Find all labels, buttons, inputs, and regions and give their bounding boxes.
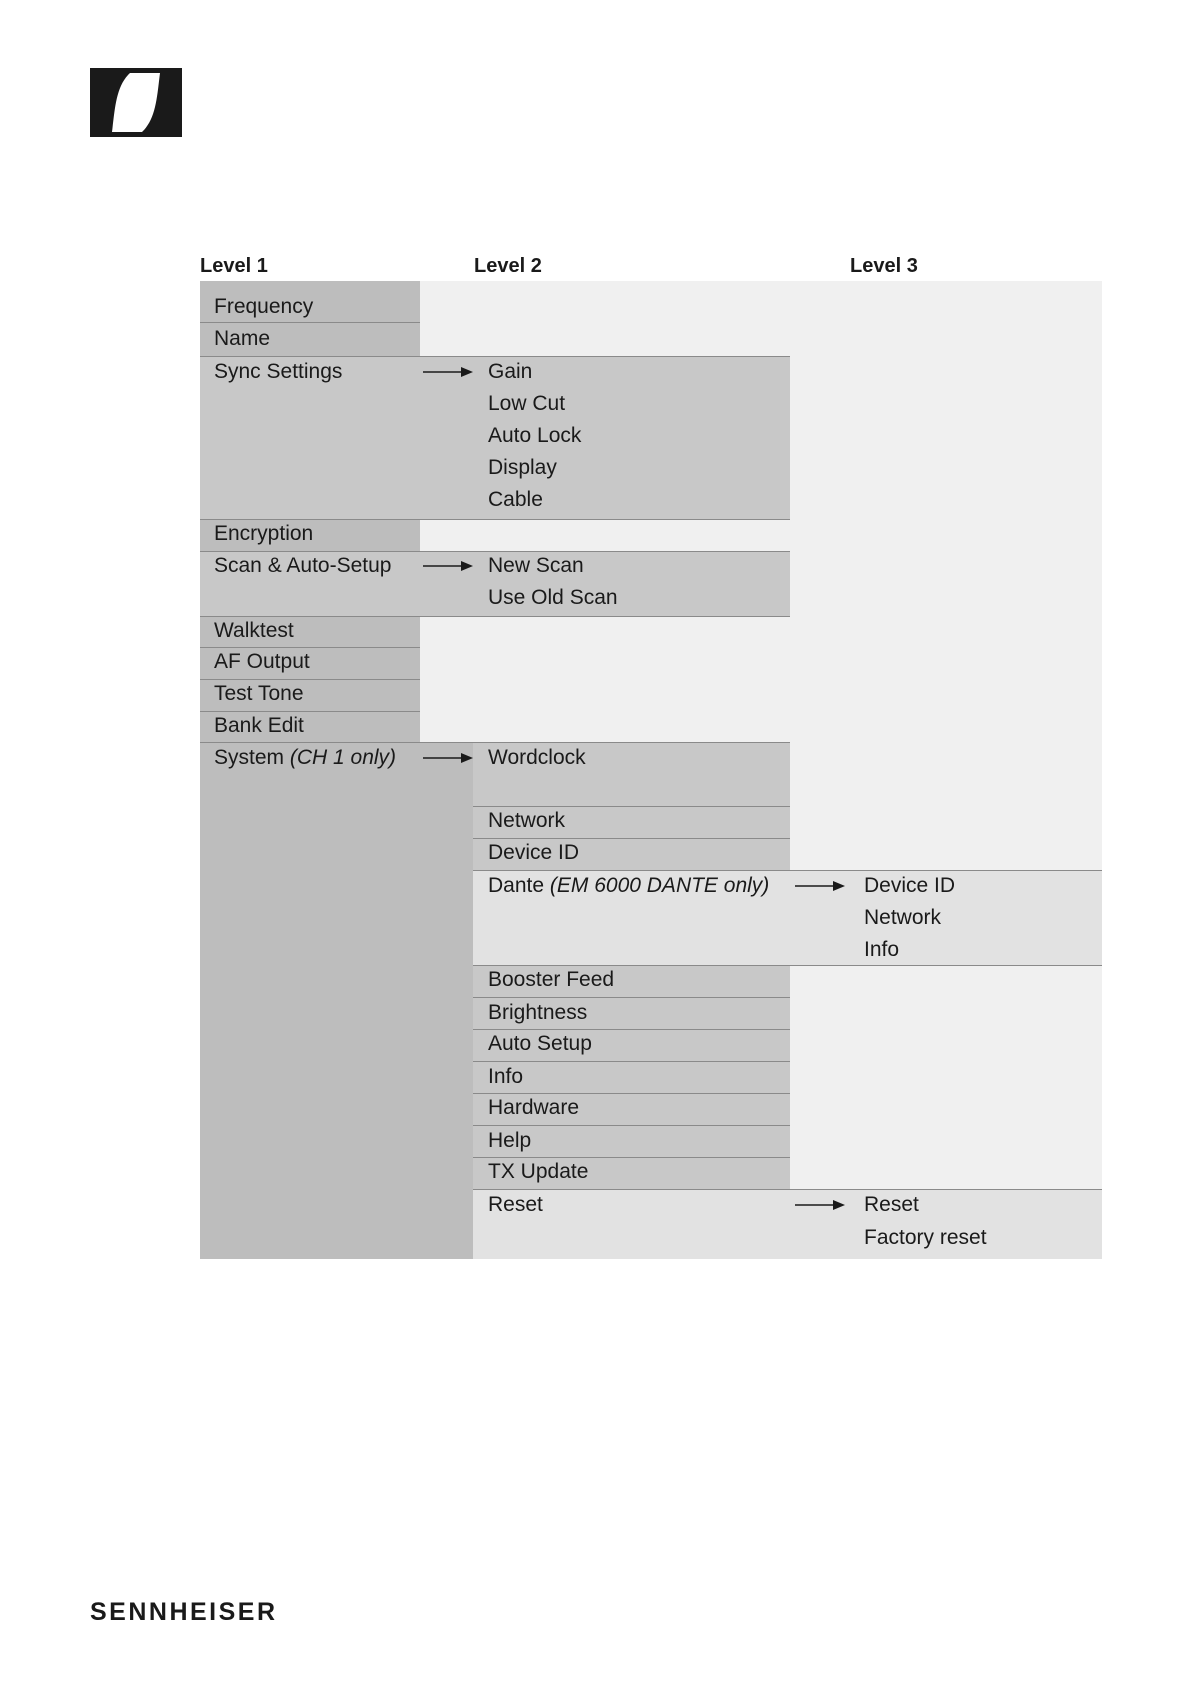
menu-level2-new-scan[interactable]: New Scan — [488, 554, 584, 577]
menu-level1-scan-auto-setup[interactable] — [200, 552, 420, 616]
dante-label: Dante (EM 6000 DANTE only) — [488, 874, 770, 897]
menu-level2-wordclock[interactable] — [473, 743, 790, 806]
auto-setup-label: Auto Setup — [488, 1032, 592, 1055]
menu-level1-sync-settings[interactable] — [200, 357, 420, 519]
menu-level2-tx-update[interactable] — [473, 1158, 790, 1189]
menu-level3-device-id[interactable]: Device ID — [864, 874, 956, 897]
menu-level3-network[interactable]: Network — [864, 906, 942, 929]
arrow-right-icon — [423, 560, 473, 572]
menu-level2-info[interactable] — [473, 1062, 790, 1093]
brightness-label: Brightness — [488, 1001, 588, 1024]
scan-submenu — [420, 552, 790, 616]
frequency-label: Frequency — [214, 295, 314, 318]
arrow-right-icon — [423, 752, 473, 764]
system-label: System (CH 1 only) — [214, 746, 397, 769]
menu-level2-help[interactable] — [473, 1126, 790, 1157]
walktest-label: Walktest — [214, 619, 294, 642]
reset-label: Reset — [488, 1193, 543, 1216]
menu-level1-test-tone[interactable] — [200, 680, 420, 711]
level1-header: Level 1 — [200, 255, 268, 277]
menu-level1-system[interactable] — [200, 743, 473, 1259]
menu-level2-auto-lock[interactable]: Auto Lock — [488, 424, 582, 447]
menu-level2-cable[interactable]: Cable — [488, 488, 543, 511]
menu-level2-auto-setup[interactable] — [473, 1030, 790, 1061]
menu-level3-factory-reset[interactable]: Factory reset — [864, 1226, 987, 1249]
menu-level2-booster-feed[interactable] — [473, 966, 790, 997]
hardware-label: Hardware — [488, 1096, 580, 1119]
device-id-label: Device ID — [488, 841, 580, 864]
arrow-right-icon — [795, 1199, 845, 1211]
menu-level3-info[interactable]: Info — [864, 938, 900, 961]
level3-header: Level 3 — [850, 255, 918, 277]
menu-level2-network[interactable] — [473, 807, 790, 838]
menu-level2-low-cut[interactable]: Low Cut — [488, 392, 566, 415]
menu-level3-reset[interactable]: Reset — [864, 1193, 919, 1216]
menu-level2-dante[interactable] — [473, 871, 1102, 965]
encryption-label: Encryption — [214, 522, 314, 545]
test-tone-label: Test Tone — [214, 682, 304, 705]
booster-feed-label: Booster Feed — [488, 968, 615, 991]
menu-level2-display[interactable]: Display — [488, 456, 557, 479]
arrow-right-icon — [423, 366, 473, 378]
scan-auto-setup-label: Scan & Auto-Setup — [214, 554, 392, 577]
menu-level2-gain[interactable]: Gain — [488, 360, 533, 383]
sync-settings-label: Sync Settings — [214, 360, 343, 383]
brand-wordmark: SENNHEISER — [90, 1598, 278, 1626]
level3-empty-area — [737, 281, 1102, 1259]
menu-level2-use-old-scan[interactable]: Use Old Scan — [488, 586, 618, 609]
wordclock-label: Wordclock — [488, 746, 586, 769]
bank-edit-label: Bank Edit — [214, 714, 304, 737]
dante-note: (EM 6000 DANTE only) — [549, 874, 770, 897]
help-label: Help — [488, 1129, 532, 1152]
menu-level2-device-id[interactable] — [473, 839, 790, 870]
menu-level1-encryption[interactable] — [200, 520, 420, 551]
menu-level2-brightness[interactable] — [473, 998, 790, 1029]
af-output-label: AF Output — [214, 650, 310, 673]
info-label: Info — [488, 1065, 524, 1088]
menu-level1-name[interactable] — [200, 323, 420, 356]
menu-level1-walktest[interactable] — [200, 617, 420, 647]
sennheiser-s-logo-icon — [90, 68, 182, 137]
menu-level2-hardware[interactable] — [473, 1094, 790, 1125]
arrow-right-icon — [795, 880, 845, 892]
sync-settings-submenu — [420, 357, 790, 519]
menu-level2-reset[interactable] — [473, 1190, 1102, 1259]
level2-header: Level 2 — [474, 255, 542, 277]
menu-level1-bank-edit[interactable] — [200, 712, 420, 742]
menu-level1-af-output[interactable] — [200, 648, 420, 679]
system-note: (CH 1 only) — [289, 746, 397, 769]
tx-update-label: TX Update — [488, 1160, 589, 1183]
network-label: Network — [488, 809, 566, 832]
menu-level1-frequency[interactable] — [200, 281, 420, 322]
name-label: Name — [214, 327, 271, 350]
